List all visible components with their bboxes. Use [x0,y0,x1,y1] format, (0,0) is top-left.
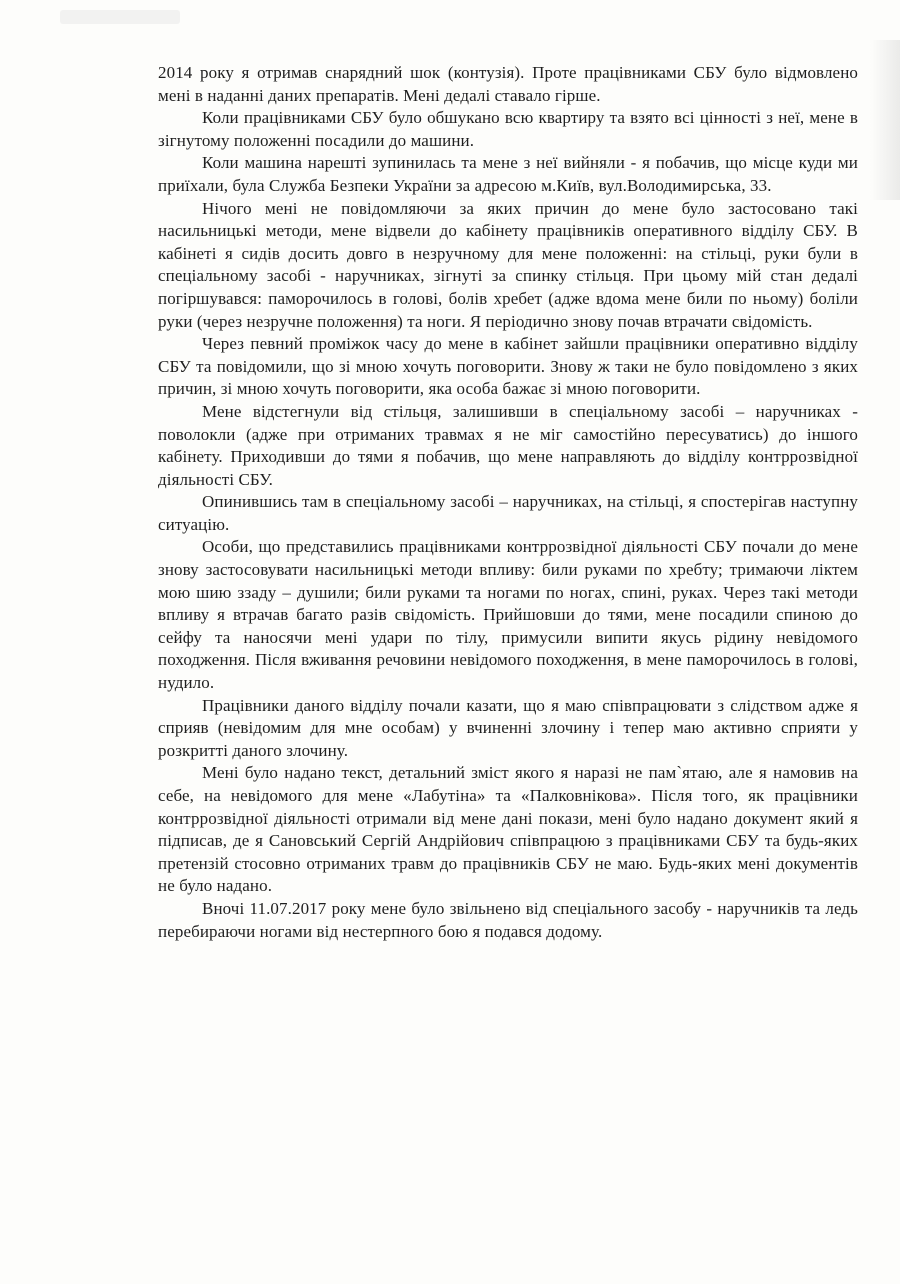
paragraph: Через певний проміжок часу до мене в кабінет зайшли працівники оперативно відділу СБУ та повідомили, що зі мною хочуть поговорити. Знову ж таки не було повідомлено з яких причин, зі мною хочуть поговорити, яка особа бажає зі мною поговорити. [158,334,858,399]
paragraph: Мені було надано текст, детальний зміст якого я наразі не пам`ятаю, але я намовив на себе, на невідомого для мене «Лабутіна» та «Палковнікова». Після того, як працівники контррозвідної діяльності отримали від мене дані покази, мені було надано документ який я підписав, де я Сановський Сергій Андрійович співпрацюю з працівниками СБУ та будь-яких претензій стосовно отриманих травм до працівників СБУ не маю. Будь-яких мені документів не було надано. [158,763,858,896]
scan-artifact-top [60,10,180,24]
statement-text [158,62,858,943]
paragraph: Опинившись там в спеціальному засобі – наручниках, на стільці, я спостерігав наступну ситуацію. [158,492,858,534]
paragraph: Нічого мені не повідомляючи за яких причин до мене було застосовано такі насильницькі методи, мене відвели до кабінету працівників оперативного відділу СБУ. В кабінеті я сидів досить довго в незручному для мене положенні: на стільці, руки були в спеціальному засобі - наручниках, зігнуті за спинку стільця. При цьому мій стан дедалі погіршувався: паморочилось в голові, болів хребет (адже вдома мене били по ньому) боліли руки (через незручне положення) та ноги. Я періодично знову почав втрачати свідомість. [158,198,858,331]
paragraph: Коли машина нарешті зупинилась та мене з неї вийняли - я побачив, що місце куди ми приїхали, була Служба Безпеки України за адресою м.Київ, вул.Володимирська, 33. [158,153,858,195]
paragraph: Особи, що представились працівниками контррозвідної діяльності СБУ почали до мене знову застосовувати насильницькі методи впливу: били руками по хребту; тримаючи ліктем мою шию ззаду – душили; били руками та ногами по ногах, спині, руках. Через такі методи впливу я втрачав багато разів свідомість. Прийшовши до тями, мене посадили спиною до сейфу та наносячи мені удари по тілу, примусили випити якусь рідину невідомого походження. Після вживання речовини невідомого походження, в мене паморочилось в голові, нудило. [158,537,858,693]
paragraph: Вночі 11.07.2017 року мене було звільнено від спеціального засобу - наручників та ледь перебираючи ногами від нестерпного бою я подався додому. [158,898,858,941]
paragraph: 2014 року я отримав снарядний шок (контузія). Проте працівниками СБУ було відмовлено мені в наданні даних препаратів. Мені дедалі ставало гірше. [158,63,858,105]
paragraph: Мене відстегнули від стільця, залишивши в спеціальному засобі – наручниках - поволокли (адже при отриманих травмах я не міг самостійно пересуватись) до іншого кабінету. Приходивши до тями я побачив, що мене направляють до відділу контррозвідної діяльності СБУ. [158,401,858,489]
scan-artifact-edge [870,40,900,200]
paragraph: Працівники даного відділу почали казати, що я маю співпрацювати з слідством адже я сприяв (невідомим для мне особам) у вчиненні злочину і тепер маю активно сприяти у розкритті даного злочину. [158,695,858,760]
paragraph: Коли працівниками СБУ було обшукано всю квартиру та взято всі цінності з неї, мене в зігнутому положенні посадили до машини. [158,108,858,150]
